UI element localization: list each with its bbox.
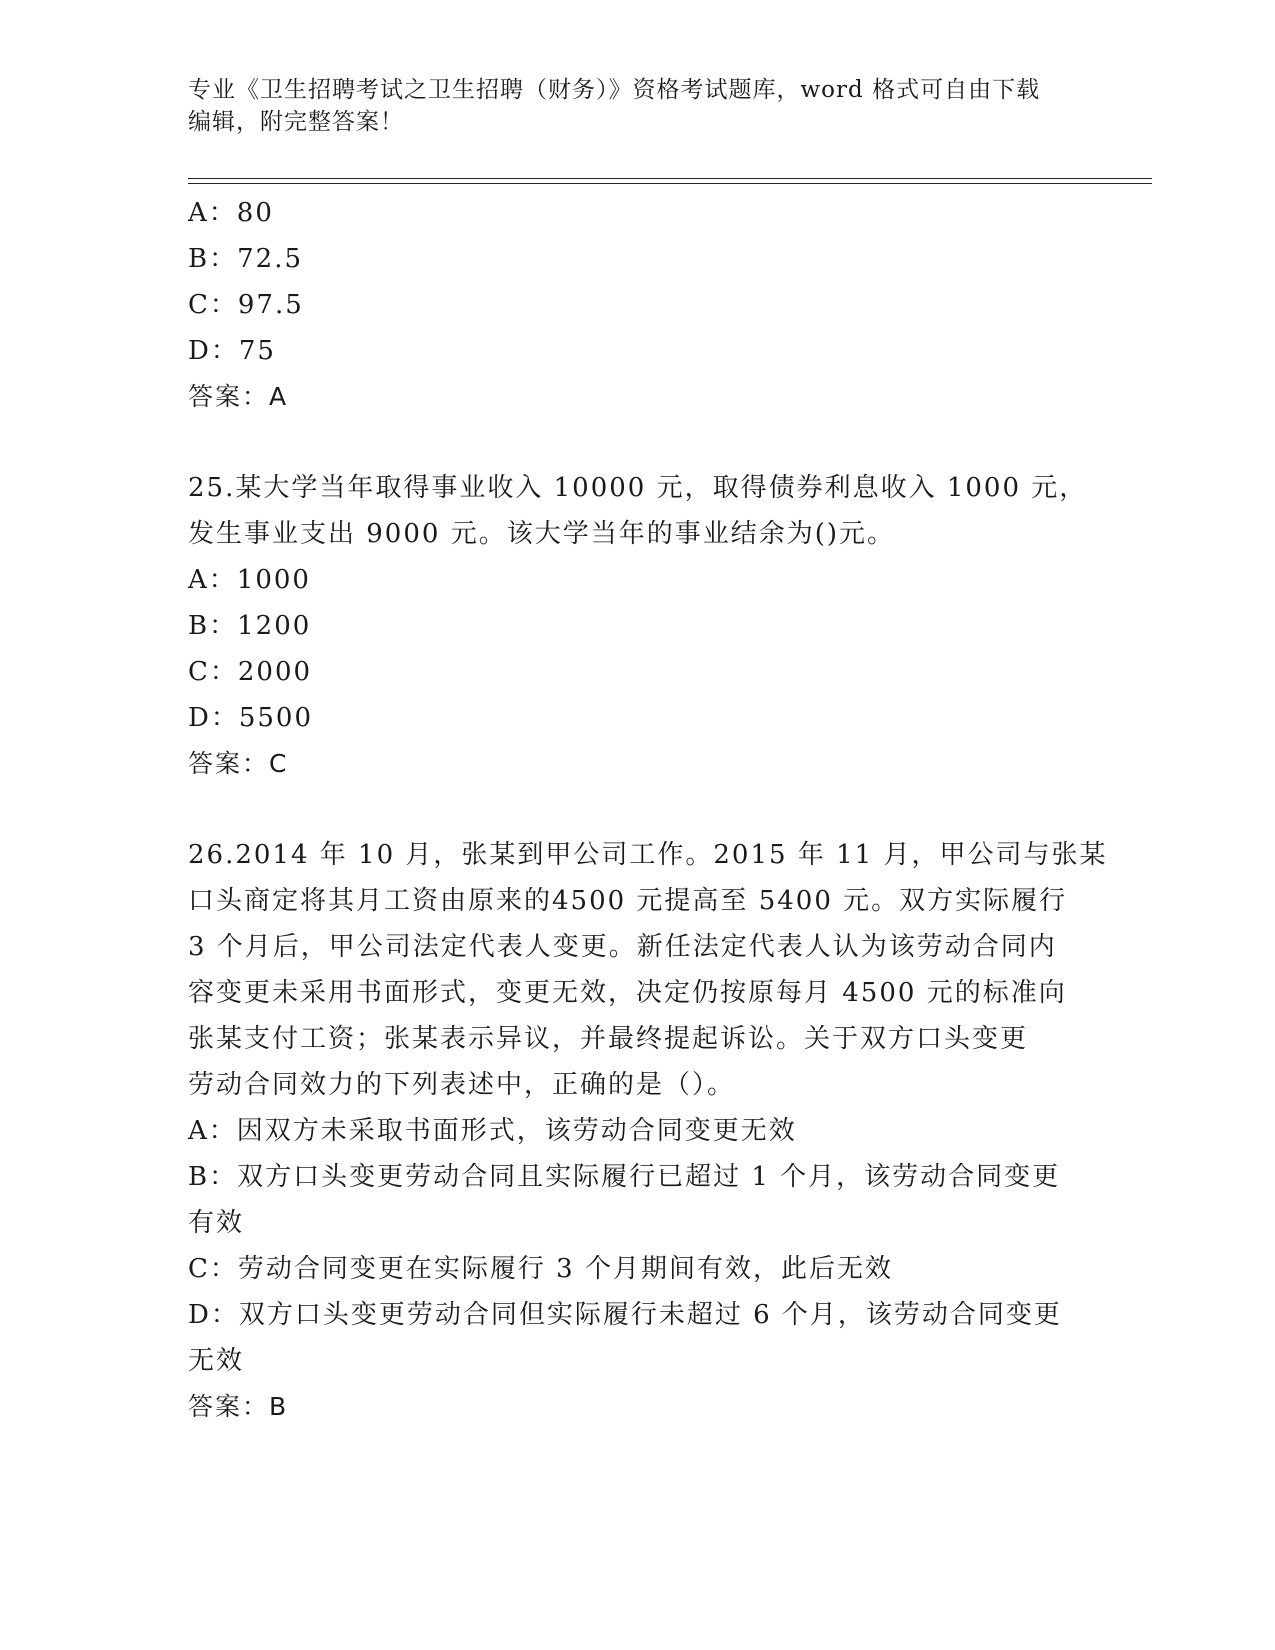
option-a: A：因双方未采取书面形式，该劳动合同变更无效 [188, 1116, 797, 1146]
option-b: B：双方口头变更劳动合同且实际履行已超过 1 个月，该劳动合同变更 [188, 1162, 1061, 1192]
option-a: A：1000 [188, 565, 311, 595]
answer-label: 答案：B [188, 1392, 289, 1421]
question-stem-line: 口头商定将其月工资由原来的4500 元提高至 5400 元。双方实际履行 [188, 886, 1068, 916]
question-stem-line: 发生事业支出 9000 元。该大学当年的事业结余为()元。 [188, 519, 895, 549]
question-list [188, 190, 1108, 1430]
header-divider-top [188, 178, 1152, 179]
option-d: D：5500 [188, 703, 314, 733]
answer-label: 答案：A [188, 382, 289, 411]
question-25 [188, 465, 1088, 787]
option-a: A：80 [188, 198, 274, 228]
option-d: D：双方口头变更劳动合同但实际履行未超过 6 个月，该劳动合同变更 [188, 1300, 1062, 1330]
option-c: C：2000 [188, 657, 313, 687]
header-line-1: 专业《卫生招聘考试之卫生招聘（财务）》资格考试题库，word 格式可自由下载 [188, 77, 1041, 103]
header-divider-bottom [188, 183, 1152, 184]
option-b: B：1200 [188, 611, 312, 641]
option-c: C：97.5 [188, 290, 304, 320]
question-26 [188, 832, 1108, 1430]
question-stem-line: 劳动合同效力的下列表述中，正确的是（）。 [188, 1070, 736, 1100]
option-c: C：劳动合同变更在实际履行 3 个月期间有效，此后无效 [188, 1254, 893, 1284]
option-b-continued: 有效 [188, 1208, 245, 1238]
question-stem-line: 3 个月后，甲公司法定代表人变更。新任法定代表人认为该劳动合同内 [188, 932, 1057, 962]
answer-label: 答案：C [188, 749, 289, 778]
header-line-2: 编辑，附完整答案！ [188, 109, 404, 135]
question-stem-line: 容变更未采用书面形式，变更无效，决定仍按原每月 4500 元的标准向 [188, 978, 1067, 1008]
document-header [188, 74, 1088, 138]
question-stem-line: 25.某大学当年取得事业收入 10000 元，取得债券利息收入 1000 元， [188, 473, 1088, 503]
question-stem-line: 26.2014 年 10 月，张某到甲公司工作。2015 年 11 月，甲公司与张某 [188, 840, 1108, 870]
option-b: B：72.5 [188, 244, 303, 274]
option-d: D：75 [188, 336, 276, 366]
option-d-continued: 无效 [188, 1346, 245, 1376]
question-24 [188, 190, 1088, 420]
question-stem-line: 张某支付工资；张某表示异议，并最终提起诉讼。关于双方口头变更 [188, 1024, 1029, 1054]
